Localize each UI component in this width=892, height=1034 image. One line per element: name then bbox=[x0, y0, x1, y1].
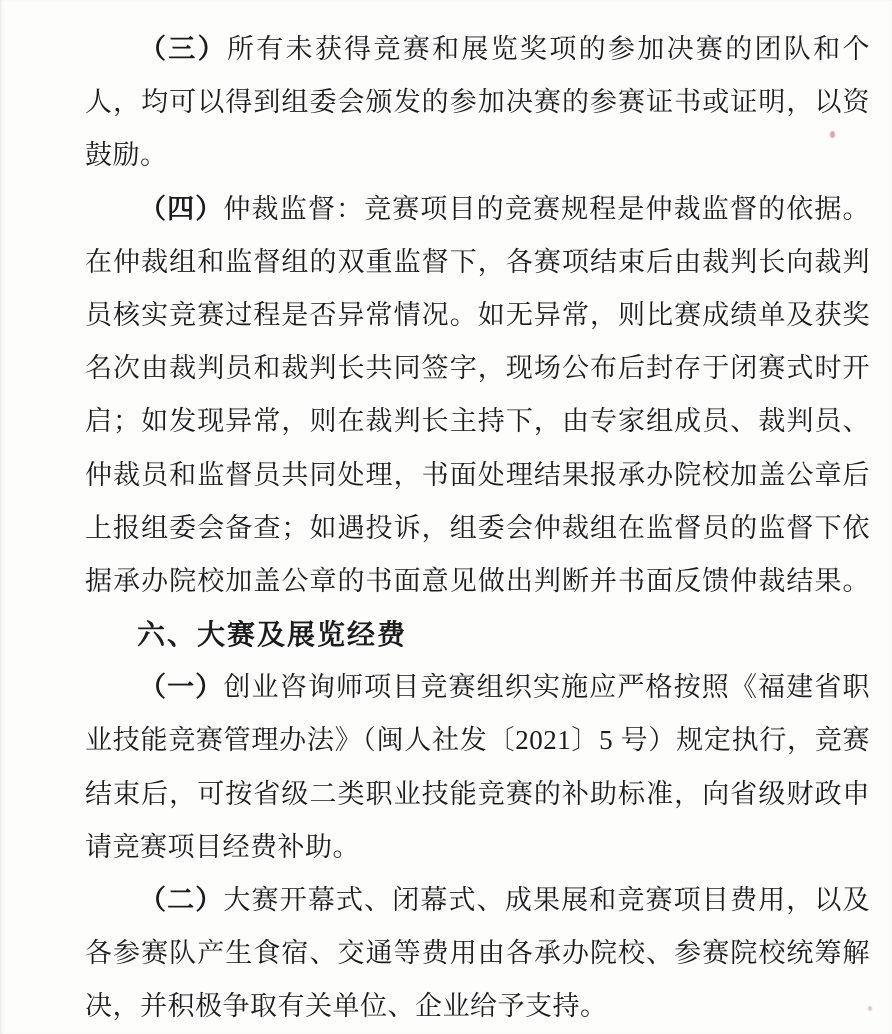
line-text: 创业咨询师项目竞赛组织实施应严格按照《福建省职 bbox=[223, 672, 870, 703]
text-line bbox=[85, 661, 870, 714]
text-line bbox=[85, 23, 870, 76]
text-line: 启；如发现异常，则在裁判长主持下，由专家组成员、裁判员、 bbox=[85, 406, 870, 437]
text-line bbox=[85, 183, 870, 236]
text-line: 各参赛队产生食宿、交通等费用由各承办院校、参赛院校统筹解 bbox=[85, 938, 870, 969]
text-line: 决，并积极争取有关单位、企业给予支持。 bbox=[85, 991, 608, 1022]
paragraph-marker: （一） bbox=[139, 672, 224, 703]
text-line: 鼓励。 bbox=[85, 140, 168, 171]
text-line: 仲裁员和监督员共同处理，书面处理结果报承办院校加盖公章后 bbox=[85, 459, 870, 490]
text-line: 结束后，可按省级二类职业技能竞赛的补助标准，向省级财政申 bbox=[85, 778, 870, 809]
paragraph-marker: （三） bbox=[139, 34, 227, 64]
paragraph-marker: （四） bbox=[139, 193, 224, 224]
text-line bbox=[85, 874, 870, 927]
text-line: 名次由裁判员和裁判长共同签字，现场公布后封存于闭赛式时开 bbox=[85, 353, 870, 384]
text-line: 业技能竞赛管理办法》（闽人社发〔2021〕5 号）规定执行，竞赛 bbox=[85, 725, 870, 756]
section-heading: 六、大赛及展览经费 bbox=[137, 619, 408, 651]
line-text: 仲裁监督：竞赛项目的竞赛规程是仲裁监督的依据。 bbox=[223, 193, 870, 224]
text-line: 人，均可以得到组委会颁发的参加决赛的参赛证书或证明，以资 bbox=[85, 87, 870, 118]
text-line: 上报组委会备查；如遇投诉，组委会仲裁组在监督员的监督下依 bbox=[85, 512, 870, 543]
text-line: 在仲裁组和监督组的双重监督下，各赛项结束后由裁判长向裁判 bbox=[85, 246, 870, 277]
text-line: 员核实竞赛过程是否异常情况。如无异常，则比赛成绩单及获奖 bbox=[85, 299, 870, 330]
document-content bbox=[85, 23, 870, 1034]
paragraph-marker: （二） bbox=[139, 885, 224, 915]
text-line: 据承办院校加盖公章的书面意见做出判断并书面反馈仲裁结果。 bbox=[85, 565, 870, 596]
text-line: 请竞赛项目经费补助。 bbox=[85, 831, 360, 862]
line-text: 大赛开幕式、闭幕式、成果展和竞赛项目费用，以及 bbox=[223, 885, 870, 915]
line-text: 所有未获得竞赛和展览奖项的参加决赛的团队和个 bbox=[226, 34, 870, 64]
